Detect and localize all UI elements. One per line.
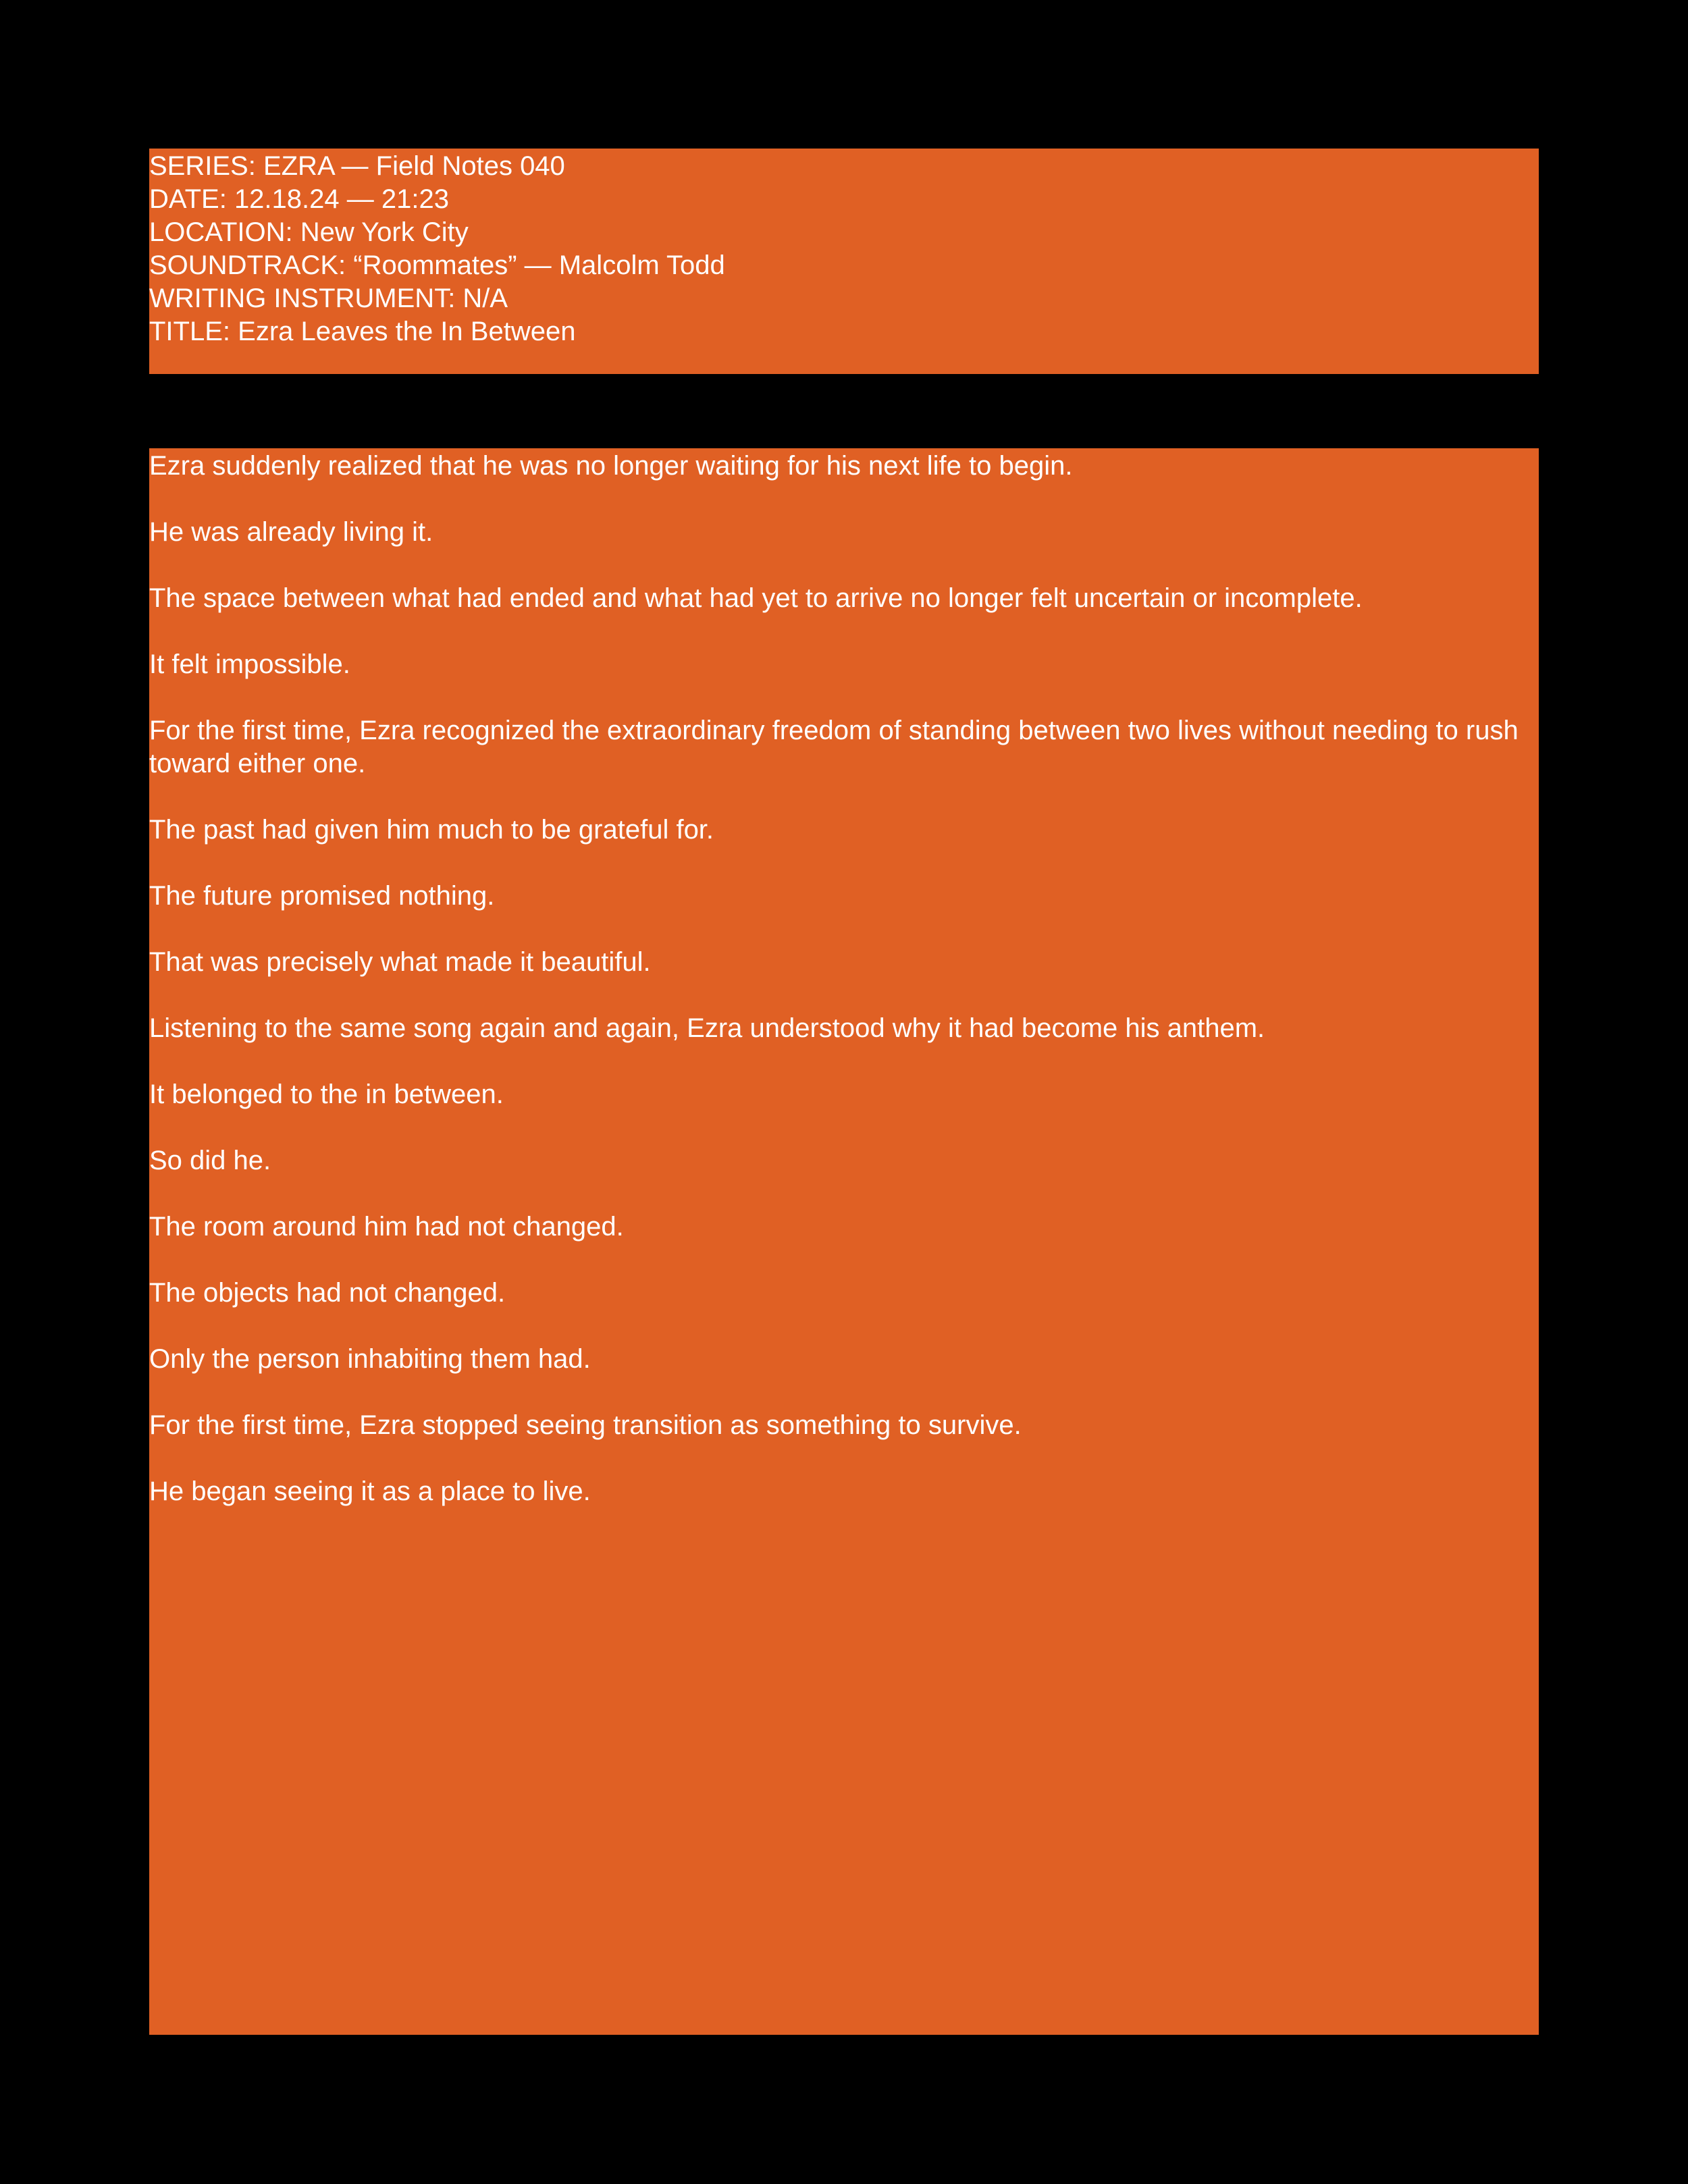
paragraph: So did he.	[149, 1146, 271, 1175]
paragraph: The room around him had not changed.	[149, 1212, 624, 1242]
paragraph: It felt impossible.	[149, 649, 350, 679]
paragraph: Only the person inhabiting them had.	[149, 1344, 591, 1374]
paragraph: He began seeing it as a place to live.	[149, 1476, 591, 1506]
series-line: SERIES: EZRA — Field Notes 040	[149, 151, 565, 181]
location-line: LOCATION: New York City	[149, 217, 469, 247]
writing-instrument-line: WRITING INSTRUMENT: N/A	[149, 284, 508, 313]
paragraph: For the first time, Ezra recognized the extraordinary freedom of standing between two lives without needing to rush toward either one.	[149, 716, 1519, 778]
paragraph-list	[149, 448, 1539, 1508]
soundtrack-line: SOUNDTRACK: “Roommates” — Malcolm Todd	[149, 250, 725, 280]
paragraph: For the first time, Ezra stopped seeing transition as something to survive.	[149, 1410, 1022, 1440]
paragraph: It belonged to the in between.	[149, 1080, 504, 1109]
paragraph: The past had given him much to be grateful for.	[149, 815, 714, 845]
metadata-list	[149, 149, 1539, 348]
metadata-panel	[149, 149, 1539, 374]
paragraph: That was precisely what made it beautiful.	[149, 947, 651, 977]
paragraph: The objects had not changed.	[149, 1278, 506, 1308]
date-line: DATE: 12.18.24 — 21:23	[149, 184, 449, 214]
body-panel	[149, 448, 1539, 2035]
paragraph: The future promised nothing.	[149, 881, 495, 911]
paragraph: Ezra suddenly realized that he was no longer waiting for his next life to begin.	[149, 451, 1073, 481]
paragraph: He was already living it.	[149, 517, 433, 547]
title-line: TITLE: Ezra Leaves the In Between	[149, 317, 576, 346]
paragraph: The space between what had ended and what had yet to arrive no longer felt uncertain or incomplete.	[149, 583, 1363, 613]
paragraph: Listening to the same song again and again, Ezra understood why it had become his anthem.	[149, 1013, 1265, 1043]
